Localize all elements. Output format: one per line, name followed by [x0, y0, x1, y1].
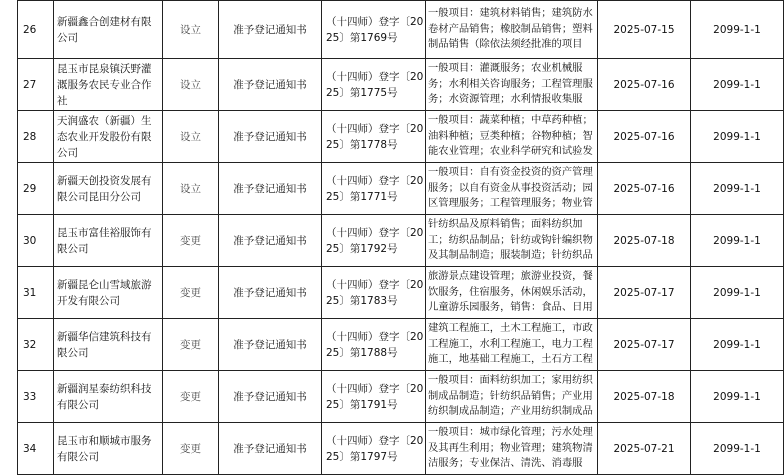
decision-date: 2025-07-18 — [598, 215, 691, 267]
registration-type: 设立 — [163, 163, 219, 215]
decision-date: 2025-07-16 — [598, 163, 691, 215]
row-number: 33 — [18, 371, 54, 423]
document-number: （十四师）登字〔2025〕第1792号 — [322, 215, 426, 267]
decision-date: 2025-07-17 — [598, 267, 691, 319]
validity-date: 2099-1-1 — [691, 267, 784, 319]
decision-date: 2025-07-15 — [598, 1, 691, 59]
table-row — [18, 215, 784, 267]
decision-date: 2025-07-18 — [598, 371, 691, 423]
document-type: 准予登记通知书 — [219, 1, 322, 59]
row-number: 26 — [18, 1, 54, 59]
validity-date: 2099-1-1 — [691, 1, 784, 59]
registration-type: 变更 — [163, 423, 219, 475]
company-name: 天润盛农（新疆）生态农业开发股份有限公司 — [54, 111, 163, 163]
business-scope-text: 建筑工程施工，土木工程施工，市政工程施工，水利工程施工，电力工程施工，地基础工程施工，土石方工程 — [428, 322, 593, 366]
registration-type: 设立 — [163, 59, 219, 111]
document-number: （十四师）登字〔2025〕第1783号 — [322, 267, 426, 319]
company-name: 新疆鑫合创建材有限公司 — [54, 1, 163, 59]
document-number: （十四师）登字〔2025〕第1797号 — [322, 423, 426, 475]
table-body — [18, 1, 784, 475]
document-number: （十四师）登字〔2025〕第1775号 — [322, 59, 426, 111]
business-scope — [426, 111, 598, 163]
document-number: （十四师）登字〔2025〕第1788号 — [322, 319, 426, 371]
registration-type: 变更 — [163, 215, 219, 267]
validity-date: 2099-1-1 — [691, 423, 784, 475]
document-type: 准予登记通知书 — [219, 215, 322, 267]
document-number: （十四师）登字〔2025〕第1771号 — [322, 163, 426, 215]
business-scope-text: 一般项目：自有资金投资的资产管理服务；以自有资金从事投资活动；园区管理服务；工程管理服务；物业管 — [428, 166, 593, 210]
decision-date: 2025-07-16 — [598, 59, 691, 111]
business-scope-text: 一般项目：建筑材料销售；建筑防水卷材产品销售；橡胶制品销售；塑料制品销售（除依法须经批准的项目 — [428, 7, 593, 51]
validity-date: 2099-1-1 — [691, 163, 784, 215]
document-type: 准予登记通知书 — [219, 111, 322, 163]
decision-date: 2025-07-17 — [598, 319, 691, 371]
row-number: 27 — [18, 59, 54, 111]
row-number: 28 — [18, 111, 54, 163]
registration-type: 变更 — [163, 371, 219, 423]
registration-type: 变更 — [163, 267, 219, 319]
validity-date: 2099-1-1 — [691, 59, 784, 111]
company-name: 新疆天创投资发展有限公司昆田分公司 — [54, 163, 163, 215]
row-number: 29 — [18, 163, 54, 215]
registration-table-sheet — [17, 0, 783, 475]
business-scope — [426, 319, 598, 371]
company-name: 昆玉市昆泉镇沃野灌溉服务农民专业合作社 — [54, 59, 163, 111]
table-row — [18, 267, 784, 319]
validity-date: 2099-1-1 — [691, 371, 784, 423]
table-row — [18, 423, 784, 475]
row-number: 32 — [18, 319, 54, 371]
business-scope-text: 一般项目：蔬菜种植；中草药种植；油料种植；豆类种植；谷物种植；智能农业管理；农业科学研究和试验发 — [428, 114, 593, 158]
company-name: 昆玉市和顺城市服务有限公司 — [54, 423, 163, 475]
company-name: 新疆华信建筑科技有限公司 — [54, 319, 163, 371]
registration-type: 变更 — [163, 319, 219, 371]
company-name: 昆玉市富佳裕服饰有限公司 — [54, 215, 163, 267]
row-number: 31 — [18, 267, 54, 319]
table-row — [18, 371, 784, 423]
document-type: 准予登记通知书 — [219, 371, 322, 423]
business-scope — [426, 267, 598, 319]
business-scope — [426, 371, 598, 423]
document-number: （十四师）登字〔2025〕第1769号 — [322, 1, 426, 59]
business-scope — [426, 423, 598, 475]
document-type: 准予登记通知书 — [219, 319, 322, 371]
document-type: 准予登记通知书 — [219, 423, 322, 475]
document-number: （十四师）登字〔2025〕第1791号 — [322, 371, 426, 423]
business-scope-text: 针纺织品及原料销售；面料纺织加工；纺织品制品；针纺或钩针编织物及其制品制造；服装制造；针纺织品 — [428, 218, 593, 262]
business-scope-text: 一般项目：面料纺织加工；家用纺织制成品制造；针纺织品销售；产业用纺织制成品制造；产业用纺织制成品 — [428, 374, 593, 418]
table-row — [18, 1, 784, 59]
registration-type: 设立 — [163, 1, 219, 59]
business-scope — [426, 1, 598, 59]
decision-date: 2025-07-21 — [598, 423, 691, 475]
row-number: 30 — [18, 215, 54, 267]
validity-date: 2099-1-1 — [691, 215, 784, 267]
table-row — [18, 319, 784, 371]
business-scope-text: 旅游景点建设管理；旅游业投资，餐饮服务，住宿服务，休闲娱乐活动，儿童游乐园服务，销售：食品、日用 — [428, 270, 593, 314]
business-scope — [426, 59, 598, 111]
document-type: 准予登记通知书 — [219, 163, 322, 215]
table-row — [18, 163, 784, 215]
document-number: （十四师）登字〔2025〕第1778号 — [322, 111, 426, 163]
registration-type: 设立 — [163, 111, 219, 163]
document-type: 准予登记通知书 — [219, 267, 322, 319]
table-row — [18, 59, 784, 111]
document-type: 准予登记通知书 — [219, 59, 322, 111]
row-number: 34 — [18, 423, 54, 475]
business-scope — [426, 215, 598, 267]
validity-date: 2099-1-1 — [691, 319, 784, 371]
decision-date: 2025-07-16 — [598, 111, 691, 163]
business-scope-text: 一般项目：灌溉服务；农业机械服务；水利相关咨询服务；工程管理服务；水资源管理；水利情报收集服 — [428, 62, 593, 106]
business-scope — [426, 163, 598, 215]
table-row — [18, 111, 784, 163]
company-name: 新疆润星泰纺织科技有限公司 — [54, 371, 163, 423]
registration-table — [17, 0, 784, 475]
company-name: 新疆昆仑山雪域旅游开发有限公司 — [54, 267, 163, 319]
validity-date: 2099-1-1 — [691, 111, 784, 163]
business-scope-text: 一般项目：城市绿化管理；污水处理及其再生利用；物业管理；建筑物清洁服务；专业保洁、清洗、消毒服 — [428, 426, 593, 470]
